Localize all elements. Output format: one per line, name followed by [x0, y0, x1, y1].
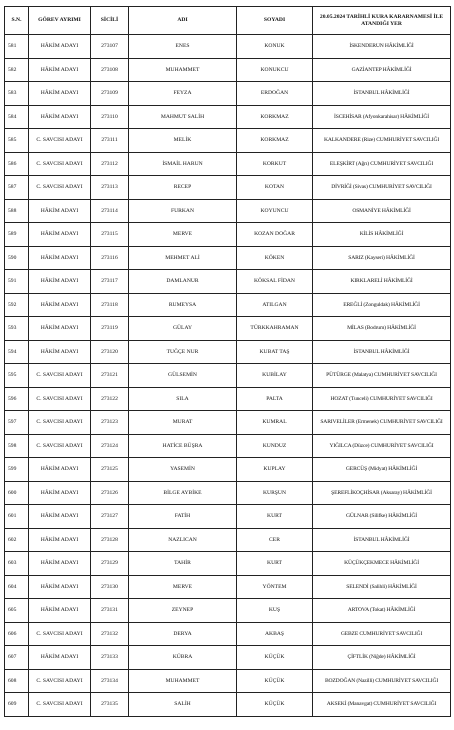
cell-adi: TAHİR [129, 552, 237, 576]
cell-soyadi: KÖKEN [237, 246, 313, 270]
cell-soyadi: KORKMAZ [237, 129, 313, 153]
cell-sn: 603 [5, 552, 29, 576]
cell-sicil: 273132 [91, 622, 129, 646]
cell-sn: 597 [5, 411, 29, 435]
cell-gorev: C. SAVCISI ADAYI [29, 693, 91, 717]
cell-soyadi: KORKMAZ [237, 105, 313, 129]
cell-soyadi: KURŞUN [237, 481, 313, 505]
cell-atandigi-yer: İSTANBUL HÂKİMLİĞİ [313, 82, 451, 106]
cell-soyadi: KONUKCU [237, 58, 313, 82]
cell-adi: RECEP [129, 176, 237, 200]
cell-sicil: 273124 [91, 434, 129, 458]
cell-sn: 598 [5, 434, 29, 458]
cell-sicil: 273121 [91, 364, 129, 388]
cell-gorev: HÂKİM ADAYI [29, 575, 91, 599]
table-row [5, 364, 451, 388]
table-row [5, 387, 451, 411]
table-row [5, 199, 451, 223]
cell-adi: SALİH [129, 693, 237, 717]
cell-gorev: HÂKİM ADAYI [29, 246, 91, 270]
cell-adi: İSMAİL HARUN [129, 152, 237, 176]
cell-sn: 587 [5, 176, 29, 200]
cell-soyadi: KUMRAL [237, 411, 313, 435]
cell-gorev: HÂKİM ADAYI [29, 505, 91, 529]
cell-gorev: HÂKİM ADAYI [29, 35, 91, 59]
header-sn: S.N. [5, 7, 29, 35]
cell-sicil: 273117 [91, 270, 129, 294]
cell-atandigi-yer: AKSEKİ (Manavgat) CUMHURİYET SAVCILIĞI [313, 693, 451, 717]
cell-gorev: HÂKİM ADAYI [29, 270, 91, 294]
cell-sn: 592 [5, 293, 29, 317]
table-row [5, 223, 451, 247]
cell-sn: 588 [5, 199, 29, 223]
cell-adi: MUHAMMET [129, 58, 237, 82]
cell-adi: FEYZA [129, 82, 237, 106]
cell-adi: MEHMET ALİ [129, 246, 237, 270]
cell-sicil: 273128 [91, 528, 129, 552]
header-atandigi-yer: 20.05.2024 TARİHLİ KURA KARARNAMESİ İLE ATANDIĞI YER [313, 7, 451, 35]
cell-atandigi-yer: İSTANBUL HÂKİMLİĞİ [313, 528, 451, 552]
table-row [5, 528, 451, 552]
cell-soyadi: KÜÇÜK [237, 693, 313, 717]
cell-soyadi: TÜRKKAHRAMAN [237, 317, 313, 341]
cell-gorev: C. SAVCISI ADAYI [29, 622, 91, 646]
cell-atandigi-yer: GERCÜŞ (Midyat) HÂKİMLİĞİ [313, 458, 451, 482]
cell-gorev: C. SAVCISI ADAYI [29, 176, 91, 200]
cell-gorev: C. SAVCISI ADAYI [29, 129, 91, 153]
cell-adi: MERVE [129, 223, 237, 247]
cell-adi: RUMEYSA [129, 293, 237, 317]
table-row [5, 35, 451, 59]
cell-sicil: 273125 [91, 458, 129, 482]
cell-gorev: C. SAVCISI ADAYI [29, 669, 91, 693]
cell-atandigi-yer: SELENDİ (Salihli) HÂKİMLİĞİ [313, 575, 451, 599]
cell-sicil: 273109 [91, 82, 129, 106]
cell-sn: 593 [5, 317, 29, 341]
table-row [5, 552, 451, 576]
cell-gorev: HÂKİM ADAYI [29, 340, 91, 364]
cell-sicil: 273126 [91, 481, 129, 505]
cell-sicil: 273127 [91, 505, 129, 529]
cell-sn: 602 [5, 528, 29, 552]
cell-gorev: C. SAVCISI ADAYI [29, 387, 91, 411]
table-row [5, 270, 451, 294]
cell-adi: FATİH [129, 505, 237, 529]
table-row [5, 293, 451, 317]
cell-sn: 608 [5, 669, 29, 693]
cell-atandigi-yer: GEBZE CUMHURİYET SAVCILIĞI [313, 622, 451, 646]
cell-sicil: 273115 [91, 223, 129, 247]
cell-atandigi-yer: GAZİANTEP HÂKİMLİĞİ [313, 58, 451, 82]
cell-sn: 599 [5, 458, 29, 482]
cell-soyadi: KUBİLAY [237, 364, 313, 388]
table-row [5, 622, 451, 646]
cell-atandigi-yer: SARIVELİLER (Ermenek) CUMHURİYET SAVCILIĞI [313, 411, 451, 435]
cell-atandigi-yer: KALKANDERE (Rize) CUMHURİYET SAVCILIĞI [313, 129, 451, 153]
cell-sn: 607 [5, 646, 29, 670]
cell-soyadi: KÜÇÜK [237, 646, 313, 670]
cell-gorev: HÂKİM ADAYI [29, 223, 91, 247]
cell-sicil: 273107 [91, 35, 129, 59]
cell-adi: BİLGE AYBİKE [129, 481, 237, 505]
assignment-table [4, 6, 451, 717]
header-gorev: GÖREV AYRIMI [29, 7, 91, 35]
cell-atandigi-yer: OSMANİYE HÂKİMLİĞİ [313, 199, 451, 223]
cell-soyadi: KOYUNCU [237, 199, 313, 223]
cell-sn: 604 [5, 575, 29, 599]
cell-sn: 584 [5, 105, 29, 129]
cell-adi: ENES [129, 35, 237, 59]
cell-atandigi-yer: DİVRİĞİ (Sivas) CUMHURİYET SAVCILIĞI [313, 176, 451, 200]
cell-sicil: 273134 [91, 669, 129, 693]
cell-sicil: 273131 [91, 599, 129, 623]
table-row [5, 246, 451, 270]
cell-atandigi-yer: EREĞLİ (Zonguldak) HÂKİMLİĞİ [313, 293, 451, 317]
cell-atandigi-yer: ÇİFTLİK (Niğde) HÂKİMLİĞİ [313, 646, 451, 670]
cell-gorev: C. SAVCISI ADAYI [29, 364, 91, 388]
cell-gorev: HÂKİM ADAYI [29, 199, 91, 223]
cell-gorev: C. SAVCISI ADAYI [29, 411, 91, 435]
cell-soyadi: AKBAŞ [237, 622, 313, 646]
cell-adi: FURKAN [129, 199, 237, 223]
cell-gorev: HÂKİM ADAYI [29, 317, 91, 341]
cell-sn: 590 [5, 246, 29, 270]
cell-sn: 585 [5, 129, 29, 153]
table-row [5, 599, 451, 623]
table-row [5, 411, 451, 435]
cell-sicil: 273110 [91, 105, 129, 129]
cell-atandigi-yer: ARTOVA (Tokat) HÂKİMLİĞİ [313, 599, 451, 623]
cell-sn: 591 [5, 270, 29, 294]
cell-sn: 595 [5, 364, 29, 388]
cell-adi: MELİK [129, 129, 237, 153]
table-row [5, 129, 451, 153]
cell-soyadi: YÖNTEM [237, 575, 313, 599]
cell-adi: SILA [129, 387, 237, 411]
cell-sn: 601 [5, 505, 29, 529]
cell-gorev: HÂKİM ADAYI [29, 58, 91, 82]
cell-adi: DERYA [129, 622, 237, 646]
cell-sicil: 273108 [91, 58, 129, 82]
cell-gorev: HÂKİM ADAYI [29, 552, 91, 576]
table-row [5, 481, 451, 505]
cell-atandigi-yer: KİLİS HÂKİMLİĞİ [313, 223, 451, 247]
cell-soyadi: ERDOĞAN [237, 82, 313, 106]
cell-gorev: HÂKİM ADAYI [29, 105, 91, 129]
cell-gorev: HÂKİM ADAYI [29, 458, 91, 482]
cell-sicil: 273116 [91, 246, 129, 270]
cell-sicil: 273118 [91, 293, 129, 317]
cell-gorev: HÂKİM ADAYI [29, 599, 91, 623]
cell-soyadi: KUBAT TAŞ [237, 340, 313, 364]
cell-sicil: 273135 [91, 693, 129, 717]
cell-atandigi-yer: HOZAT (Tunceli) CUMHURİYET SAVCILIĞI [313, 387, 451, 411]
cell-adi: MAHMUT SALİH [129, 105, 237, 129]
table-row [5, 693, 451, 717]
cell-soyadi: KUPLAY [237, 458, 313, 482]
header-soyadi: SOYADI [237, 7, 313, 35]
cell-adi: ZEYNEP [129, 599, 237, 623]
cell-sn: 594 [5, 340, 29, 364]
cell-sicil: 273122 [91, 387, 129, 411]
cell-adi: KÜBRA [129, 646, 237, 670]
cell-sicil: 273114 [91, 199, 129, 223]
table-row [5, 152, 451, 176]
table-header-row [5, 7, 451, 35]
cell-sn: 605 [5, 599, 29, 623]
cell-soyadi: ATILGAN [237, 293, 313, 317]
cell-sn: 606 [5, 622, 29, 646]
cell-atandigi-yer: İSCEHİSAR (Afyonkarahisar) HÂKİMLİĞİ [313, 105, 451, 129]
cell-sn: 581 [5, 35, 29, 59]
cell-sicil: 273113 [91, 176, 129, 200]
cell-sicil: 273123 [91, 411, 129, 435]
cell-gorev: C. SAVCISI ADAYI [29, 434, 91, 458]
cell-sn: 600 [5, 481, 29, 505]
cell-adi: NAZLICAN [129, 528, 237, 552]
cell-soyadi: KOTAN [237, 176, 313, 200]
cell-gorev: C. SAVCISI ADAYI [29, 152, 91, 176]
cell-adi: MUHAMMET [129, 669, 237, 693]
cell-atandigi-yer: YIĞILCA (Düzce) CUMHURİYET SAVCILIĞI [313, 434, 451, 458]
table-row [5, 105, 451, 129]
table-row [5, 646, 451, 670]
cell-gorev: HÂKİM ADAYI [29, 646, 91, 670]
cell-soyadi: KOZAN DOĞAR [237, 223, 313, 247]
cell-atandigi-yer: PÜTÜRGE (Malatya) CUMHURİYET SAVCILIĞI [313, 364, 451, 388]
cell-atandigi-yer: ŞEREFLİKOÇHİSAR (Aksaray) HÂKİMLİĞİ [313, 481, 451, 505]
cell-gorev: HÂKİM ADAYI [29, 293, 91, 317]
cell-soyadi: KUNDUZ [237, 434, 313, 458]
cell-sn: 582 [5, 58, 29, 82]
cell-sn: 596 [5, 387, 29, 411]
table-row [5, 434, 451, 458]
header-adi: ADI [129, 7, 237, 35]
table-row [5, 58, 451, 82]
cell-adi: MURAT [129, 411, 237, 435]
cell-atandigi-yer: ELEŞKİRT (Ağrı) CUMHURİYET SAVCILIĞI [313, 152, 451, 176]
cell-atandigi-yer: GÜLNAR (Silifke) HÂKİMLİĞİ [313, 505, 451, 529]
cell-atandigi-yer: İSTANBUL HÂKİMLİĞİ [313, 340, 451, 364]
table-body [5, 35, 451, 717]
cell-atandigi-yer: BOZDOĞAN (Nazilli) CUMHURİYET SAVCILIĞI [313, 669, 451, 693]
cell-gorev: HÂKİM ADAYI [29, 82, 91, 106]
table-row [5, 317, 451, 341]
cell-soyadi: KÖKSAL FİDAN [237, 270, 313, 294]
cell-sn: 586 [5, 152, 29, 176]
cell-sicil: 273129 [91, 552, 129, 576]
cell-adi: DAMLANUR [129, 270, 237, 294]
cell-soyadi: KURT [237, 552, 313, 576]
cell-sn: 583 [5, 82, 29, 106]
cell-gorev: HÂKİM ADAYI [29, 481, 91, 505]
cell-sicil: 273119 [91, 317, 129, 341]
cell-sn: 589 [5, 223, 29, 247]
cell-adi: YASEMİN [129, 458, 237, 482]
table-row [5, 82, 451, 106]
cell-soyadi: KUŞ [237, 599, 313, 623]
cell-soyadi: CER [237, 528, 313, 552]
cell-sn: 609 [5, 693, 29, 717]
cell-adi: MERVE [129, 575, 237, 599]
cell-adi: TUĞÇE NUR [129, 340, 237, 364]
table-row [5, 340, 451, 364]
cell-atandigi-yer: KÜÇÜKÇEKMECE HÂKİMLİĞİ [313, 552, 451, 576]
table-row [5, 575, 451, 599]
table-row [5, 176, 451, 200]
table-row [5, 669, 451, 693]
header-sicil: SİCİLİ [91, 7, 129, 35]
cell-sicil: 273133 [91, 646, 129, 670]
table-row [5, 458, 451, 482]
cell-sicil: 273112 [91, 152, 129, 176]
cell-atandigi-yer: KIRKLARELİ HÂKİMLİĞİ [313, 270, 451, 294]
cell-atandigi-yer: SARIZ (Kayseri) HÂKİMLİĞİ [313, 246, 451, 270]
cell-soyadi: KURT [237, 505, 313, 529]
cell-gorev: HÂKİM ADAYI [29, 528, 91, 552]
cell-adi: GÜLSEMİN [129, 364, 237, 388]
cell-atandigi-yer: İSKENDERUN HÂKİMLİĞİ [313, 35, 451, 59]
cell-sicil: 273111 [91, 129, 129, 153]
cell-soyadi: PALTA [237, 387, 313, 411]
cell-soyadi: KORKUT [237, 152, 313, 176]
cell-sicil: 273130 [91, 575, 129, 599]
cell-atandigi-yer: MİLAS (Bodrum) HÂKİMLİĞİ [313, 317, 451, 341]
cell-soyadi: KÜÇÜK [237, 669, 313, 693]
cell-sicil: 273120 [91, 340, 129, 364]
cell-adi: GÜLAY [129, 317, 237, 341]
cell-soyadi: KONUK [237, 35, 313, 59]
cell-adi: HATİCE BÜŞRA [129, 434, 237, 458]
table-row [5, 505, 451, 529]
